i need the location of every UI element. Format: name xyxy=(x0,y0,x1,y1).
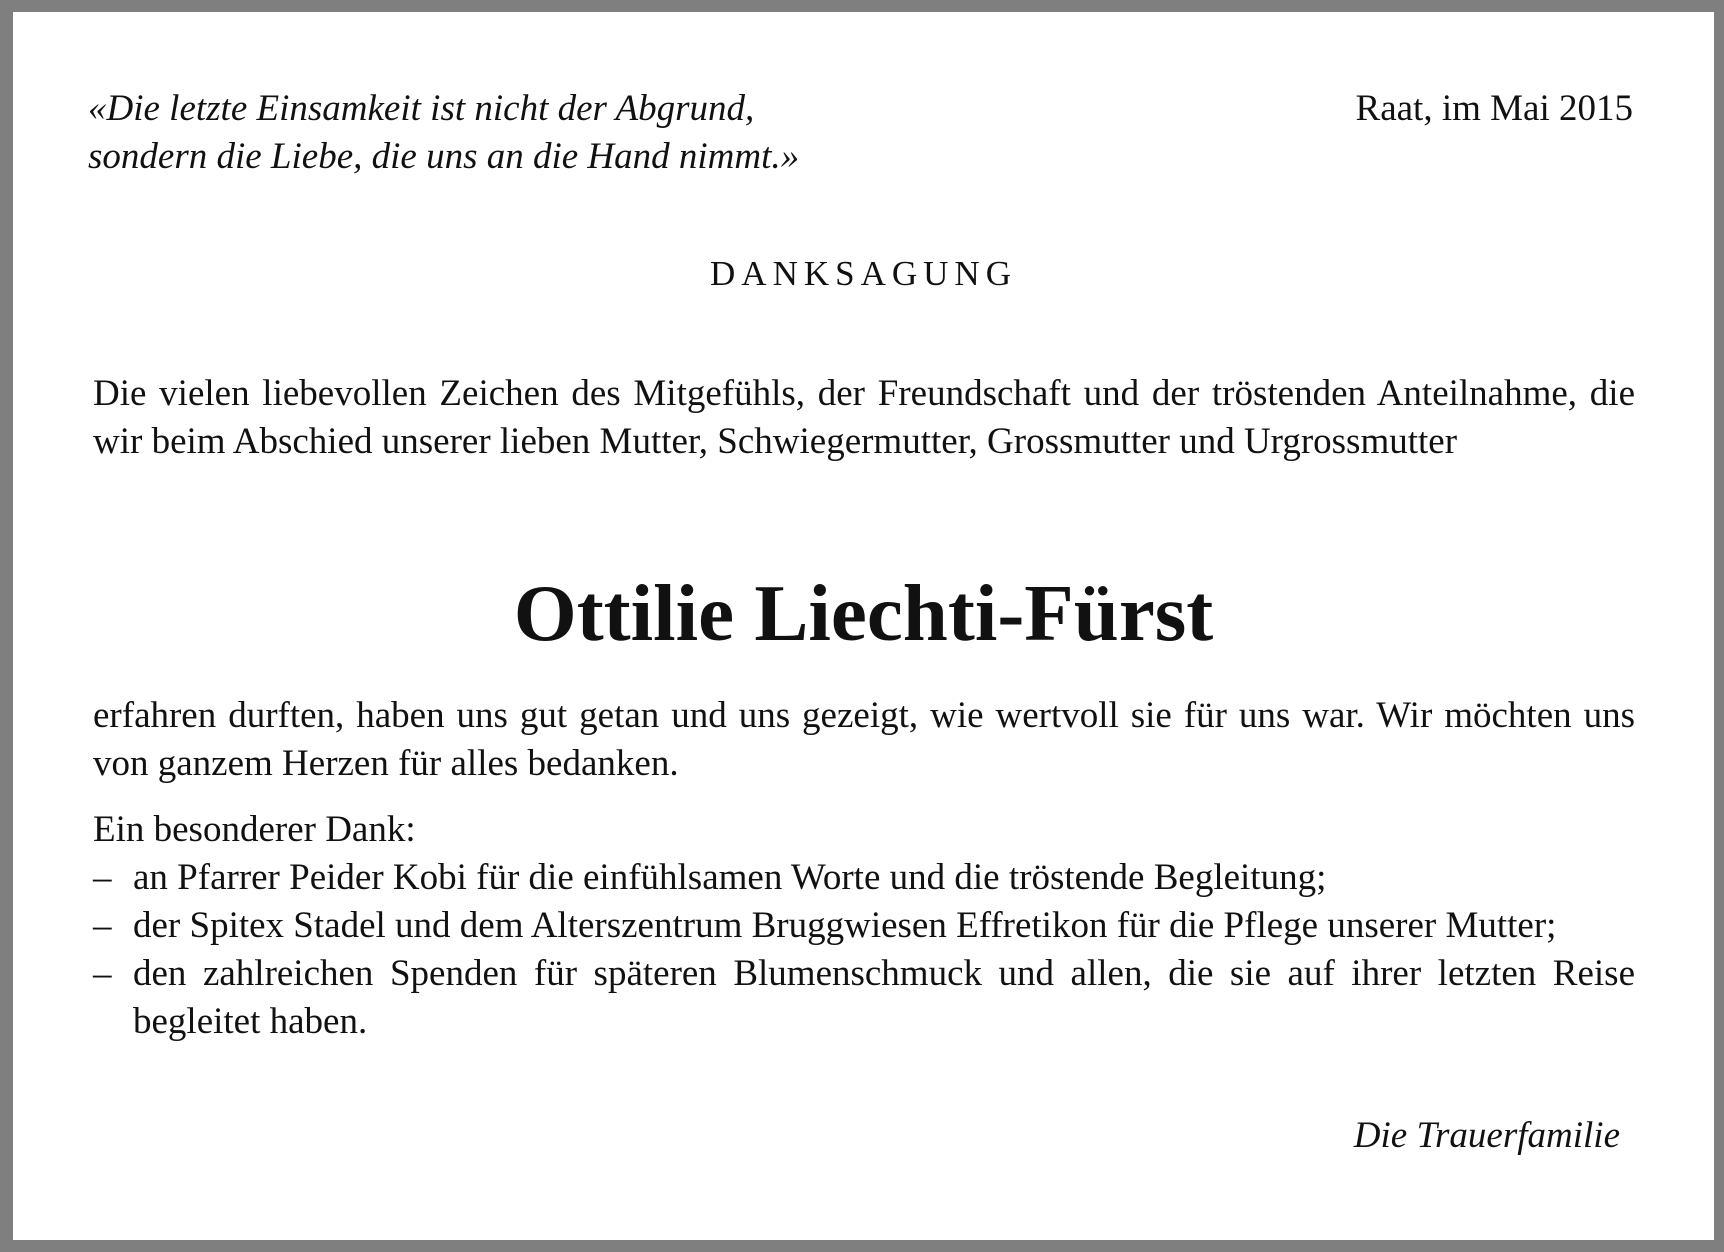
list-item-text: der Spitex Stadel und dem Alterszentrum Bruggwiesen Effretikon für die Pflege unserer Mutter; xyxy=(133,905,1557,946)
special-thanks-title: Ein besonderer Dank: xyxy=(93,809,416,850)
signature: Die Trauerfamilie xyxy=(1353,1115,1620,1156)
place-date: Raat, im Mai 2015 xyxy=(1355,88,1633,129)
intro-paragraph: Die vielen liebevollen Zeichen des Mitgefühls, der Freundschaft und der tröstenden Anteilnahme, die wir beim Abschied unserer lieben Mutter, Schwiegermutter, Grossmutter und Urgrossmutter xyxy=(93,373,1635,462)
list-item-text: den zahlreichen Spenden für späteren Blumenschmuck und allen, die sie auf ihrer letzten Reise begleitet haben. xyxy=(133,953,1635,1042)
list-item xyxy=(93,854,1635,902)
obituary-notice xyxy=(13,12,1714,1240)
deceased-name: Ottilie Liechti-Fürst xyxy=(513,568,1214,658)
special-thanks-list xyxy=(93,854,1635,1046)
gratitude-paragraph: erfahren durften, haben uns gut getan und uns gezeigt, wie wertvoll sie für uns war. Wir möchten uns von ganzem Herzen für alles bedanken. xyxy=(93,695,1635,784)
dash-bullet: – xyxy=(93,953,112,994)
list-item xyxy=(93,902,1635,950)
dash-bullet: – xyxy=(93,905,112,946)
dash-bullet: – xyxy=(93,857,112,898)
epigraph-quote xyxy=(88,85,799,181)
quote-line-1: «Die letzte Einsamkeit ist nicht der Abgrund, xyxy=(88,88,755,129)
list-item-text: an Pfarrer Peider Kobi für die einfühlsamen Worte und die tröstende Begleitung; xyxy=(133,857,1327,898)
quote-line-2: sondern die Liebe, die uns an die Hand nimmt.» xyxy=(88,136,800,177)
notice-heading: DANKSAGUNG xyxy=(710,254,1017,293)
list-item xyxy=(93,950,1635,1046)
